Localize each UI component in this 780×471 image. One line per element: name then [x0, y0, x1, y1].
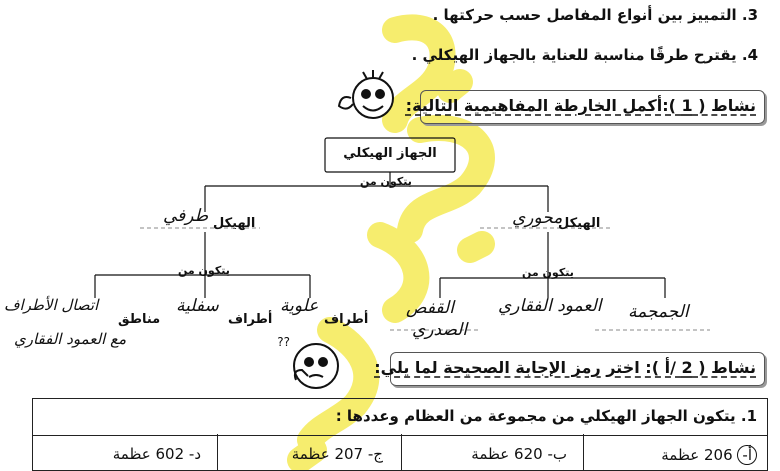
option-divider-3: [217, 434, 218, 470]
left-child-upper-label: أطراف: [324, 312, 369, 327]
option-a-label: أ-: [737, 445, 757, 465]
activity-2-title: نشاط ( 2 /أ ): اختر رمز الإجابة الصحيحة لما يلي:: [374, 358, 756, 377]
left-child-regions-label: مناطق: [118, 312, 161, 327]
right-child-spine: العمود الفقاري: [498, 296, 602, 316]
left-child-upper-answer: علوية: [280, 296, 319, 316]
option-divider-1: [583, 434, 584, 470]
left-child-regions-answer: اتصال الأطراف: [4, 296, 99, 314]
option-b[interactable]: [471, 445, 567, 463]
question-1-options: [32, 434, 768, 471]
option-divider-2: [401, 434, 402, 470]
left-branch-connector: يتكون من: [178, 264, 230, 277]
option-c-label: ج-: [367, 445, 383, 463]
objective-4-number: 4.: [741, 46, 758, 64]
option-c-value: 207 عظمة: [291, 445, 364, 463]
activity-1-title: نشاط ( 1 ):أكمل الخارطة المفاهيمية التالية:: [405, 96, 756, 115]
option-c[interactable]: [292, 445, 383, 463]
left-branch-answer: طرفي: [163, 206, 209, 226]
right-child-ribcage-line2: الصدري: [412, 320, 468, 340]
option-b-value: 620 عظمة: [471, 445, 543, 463]
question-1-text: 1. يتكون الجهاز الهيكلي من مجموعة من العظام وعددها :: [335, 407, 757, 425]
right-branch-label: الهيكل: [558, 216, 601, 231]
right-branch-answer: محوري: [512, 208, 563, 228]
left-branch-label: الهيكل: [213, 216, 256, 231]
left-child-lower-label: أطراف: [228, 312, 273, 327]
option-a[interactable]: [661, 445, 757, 465]
right-child-ribcage: القفص: [406, 298, 454, 318]
root-connector: يتكون من: [360, 175, 412, 188]
thinking-smiley-icon: [277, 332, 344, 394]
objective-3-number: 3.: [741, 6, 758, 24]
objective-4-text: يقترح طرقًا مناسبة للعناية بالجهاز الهيكلي .: [411, 46, 737, 64]
option-b-label: ب-: [547, 445, 567, 463]
concept-root: الجهاز الهيكلي: [343, 146, 437, 161]
right-child-skull: الجمجمة: [628, 302, 689, 322]
option-a-value: 206 عظمة: [661, 446, 733, 464]
right-branch-connector: يتكون من: [522, 266, 574, 279]
left-child-lower-answer: سفلية: [176, 296, 219, 316]
svg-text:??: ??: [277, 335, 290, 349]
question-1-box: [32, 398, 768, 436]
option-d-label: د-: [188, 445, 201, 463]
option-d[interactable]: [113, 445, 201, 463]
left-child-regions-answer-line2: مع العمود الفقاري: [14, 330, 127, 348]
objective-3-text: التمييز بين أنواع المفاصل حسب حركتها .: [432, 6, 737, 24]
option-d-value: 602 عظمة: [112, 445, 185, 463]
